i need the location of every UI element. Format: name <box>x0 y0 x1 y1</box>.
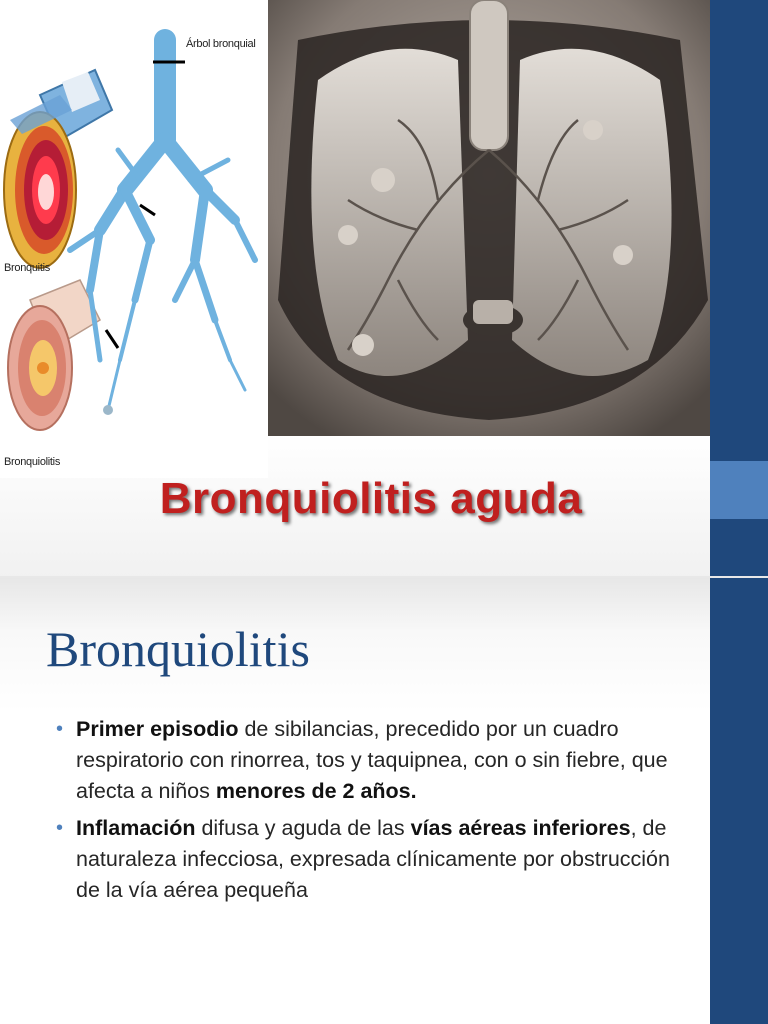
bullet2-bold-1: Inflamación <box>76 816 196 840</box>
slide1-title: Bronquiolitis aguda <box>159 474 583 523</box>
bullet1-bold-1: Primer episodio <box>76 717 239 741</box>
bullet-dot-icon: • <box>56 817 64 839</box>
bullet2-bold-2: vías aéreas inferiores <box>410 816 631 840</box>
label-bronquitis: Bronquitis <box>4 262 50 274</box>
bronchial-diagram-illustration <box>0 0 268 478</box>
slide2-heading: Bronquiolitis <box>46 621 310 677</box>
bullet-item-1 <box>56 714 696 807</box>
lungs-artwork-illustration <box>268 0 710 436</box>
slide2-sidebar <box>710 578 768 1024</box>
bullet2-text-2: , de naturaleza infecciosa, expresada clínicamente por obstrucción de la vía aérea pequeña <box>76 816 670 902</box>
bullet2-text-1: difusa y aguda de las <box>195 816 411 840</box>
label-bronquiolitis: Bronquiolitis <box>4 456 61 468</box>
label-arbol-bronquial: Árbol bronquial <box>186 38 256 50</box>
bronchiolitis-airway-illustration <box>8 280 100 430</box>
content-slide <box>0 578 768 1024</box>
bullet1-bold-2: menores de 2 años. <box>215 779 417 803</box>
bullet-dot-icon: • <box>56 718 64 740</box>
bullet-item-2 <box>56 813 696 906</box>
lungs-artwork-image <box>268 0 710 436</box>
bronchial-diagram <box>0 0 268 478</box>
bullet-list <box>56 714 696 912</box>
bullet1-text-1: de sibilancias, precedido por un cuadro respiratorio con rinorrea, tos y taquipnea, con o sin fiebre, que afecta a niños <box>76 717 668 803</box>
